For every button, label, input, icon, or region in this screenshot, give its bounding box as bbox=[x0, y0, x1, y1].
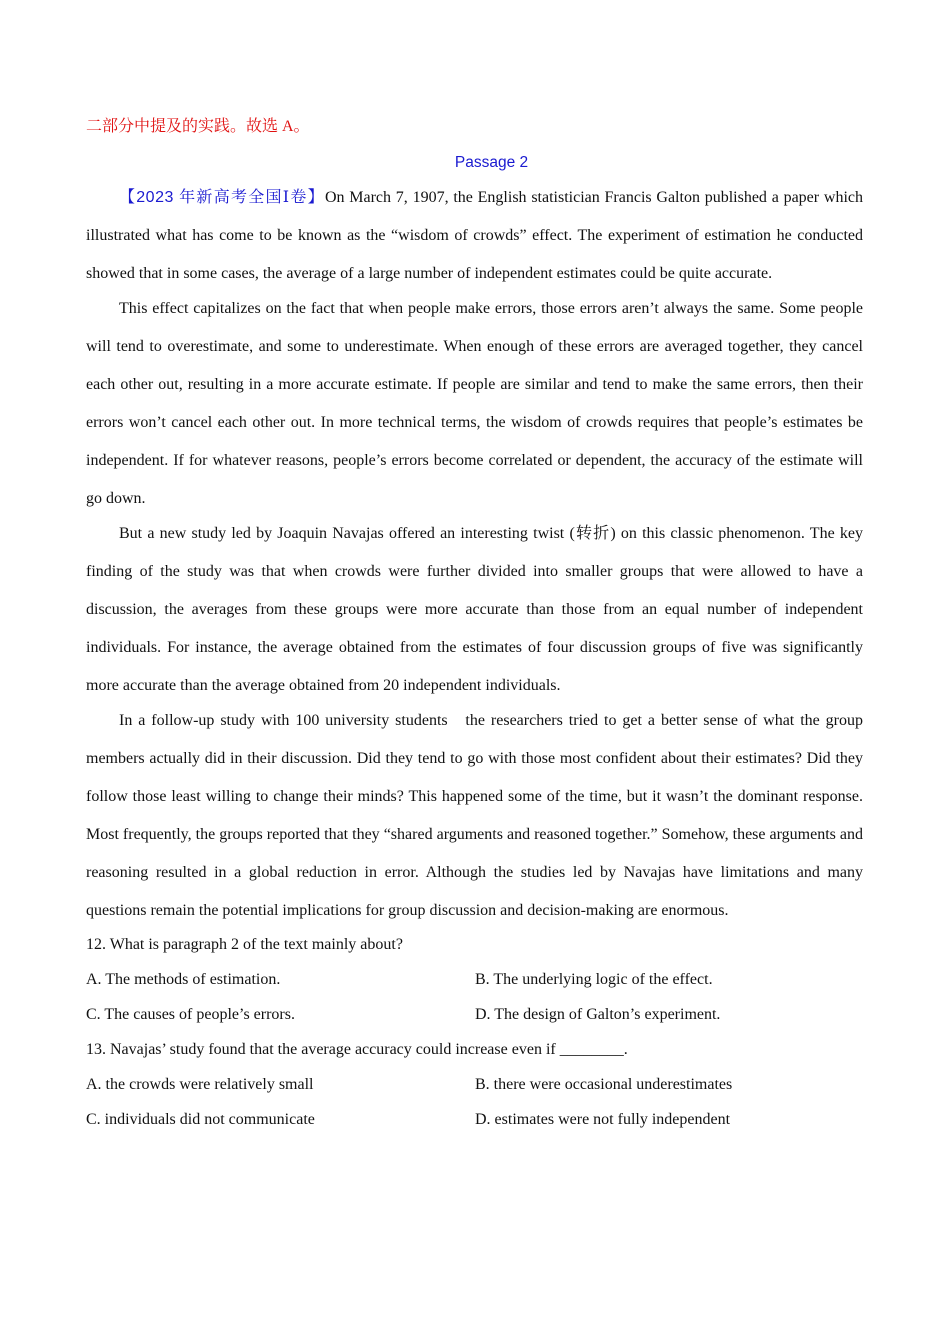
question-12 bbox=[86, 927, 863, 1032]
questions-section bbox=[86, 927, 863, 1137]
option-row bbox=[86, 997, 863, 1032]
option-a: A. the crowds were relatively small bbox=[86, 1076, 314, 1093]
question-stem: 13. Navajas’ study found that the average accuracy could increase even if ________. bbox=[86, 1041, 628, 1058]
source-tag-year: 2023 bbox=[136, 189, 174, 206]
option-b: B. The underlying logic of the effect. bbox=[475, 971, 713, 988]
paragraph-3: But a new study led by Joaquin Navajas offered an interesting twist (转折) on this classic phenomenon. The key finding of the study was that when crowds were further divided into smaller groups that were allowed to have a discussion, the averages from these groups were more accurate than those from an equal number of independent individuals. For instance, the average obtained from the estimates of four discussion groups of five was significantly more accurate than the average obtained from 20 independent individuals. bbox=[86, 525, 863, 694]
exam-source-tag bbox=[119, 189, 325, 206]
option-c: C. individuals did not communicate bbox=[86, 1111, 315, 1128]
source-tag-close-bracket: 】 bbox=[307, 189, 325, 206]
paragraph-1 bbox=[86, 179, 863, 293]
previous-answer-explanation: 二部分中提及的实践。故选 A。 bbox=[86, 118, 310, 135]
option-c: C. The causes of people’s errors. bbox=[86, 1006, 295, 1023]
option-row bbox=[86, 1102, 863, 1137]
question-stem: 12. What is paragraph 2 of the text mainly about? bbox=[86, 936, 403, 953]
paragraph-4: In a follow-up study with 100 university students the researchers tried to get a better sense of what the group members actually did in their discussion. Did they tend to go with those most confident about their estimates? Did they follow those least willing to change their minds? This happened some of the time, but it wasn’t the dominant response. Most frequently, the groups reported that they “shared arguments and reasoned together.” Somehow, these arguments and reasoning resulted in a global reduction in error. Although the studies led by Navajas have limitations and many questions remain the potential implications for group discussion and decision-making are enormous. bbox=[86, 712, 867, 919]
option-a: A. The methods of estimation. bbox=[86, 971, 281, 988]
question-13 bbox=[86, 1032, 863, 1137]
paragraph-2: This effect capitalizes on the fact that when people make errors, those errors aren’t always the same. Some people will tend to overestimate, and some to underestimate. When enough of these errors are averaged together, they cancel each other out, resulting in a more accurate estimate. If people are similar and tend to make the same errors, then their errors won’t cancel each other out. In more technical terms, the wisdom of crowds requires that people’s estimates be independent. If for whatever reasons, people’s errors become correlated or dependent, the accuracy of the estimate will go down. bbox=[86, 300, 863, 507]
document-page bbox=[86, 116, 867, 1137]
option-row bbox=[86, 1067, 863, 1102]
source-tag-label: 年新高考全国Ⅰ卷 bbox=[173, 189, 308, 206]
source-tag-open-bracket: 【 bbox=[119, 189, 137, 206]
option-b: B. there were occasional underestimates bbox=[475, 1076, 733, 1093]
option-d: D. estimates were not fully independent bbox=[475, 1111, 731, 1128]
option-row bbox=[86, 962, 863, 997]
passage-title: Passage 2 bbox=[454, 154, 529, 171]
paragraph-1-text: On March 7, 1907, the English statistician Francis Galton published a paper which illustrated what has come to be known as the “wisdom of crowds” effect. The experiment of estimation he conducted showed that in some cases, the average of a large number of independent estimates could be quite accurate. bbox=[86, 189, 863, 282]
option-d: D. The design of Galton’s experiment. bbox=[475, 1006, 721, 1023]
